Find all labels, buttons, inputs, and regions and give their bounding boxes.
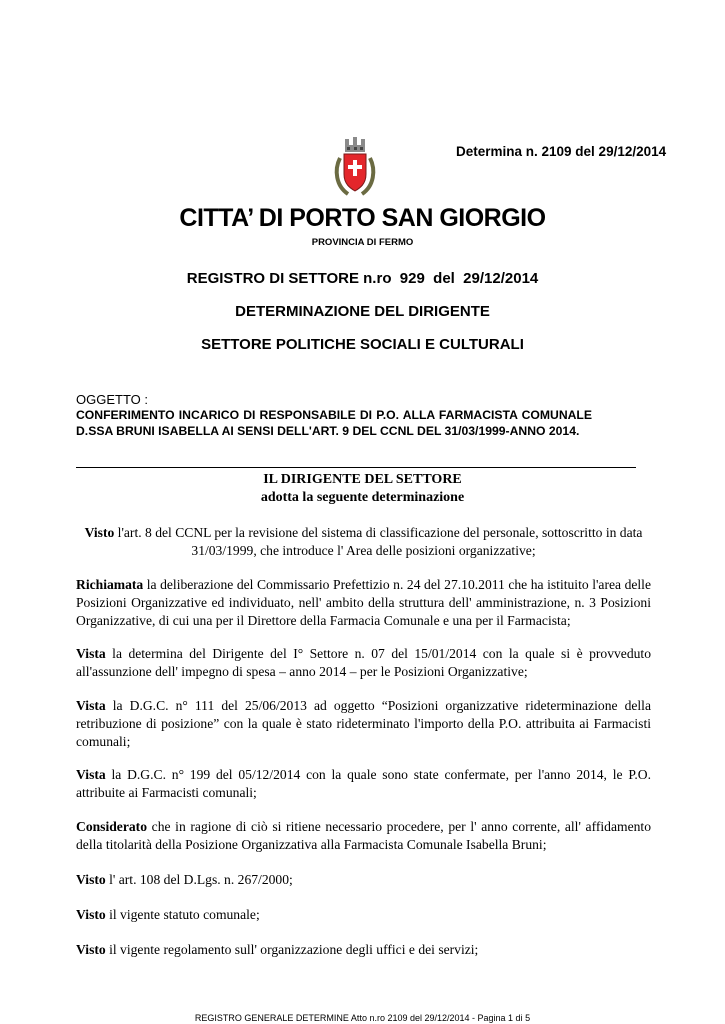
paragraph-text: la D.G.C. n° 199 del 05/12/2014 con la quale sono state confermate, per l'anno 2014, le P.O. attribuite ai Farmacisti comunali;: [76, 767, 651, 800]
paragraph-text: il vigente regolamento sull' organizzazione degli uffici e dei servizi;: [105, 942, 479, 957]
intro-heading: IL DIRIGENTE DEL SETTORE: [263, 472, 462, 487]
subject-label: OGGETTO :: [76, 392, 148, 407]
city-title: CITTA’ DI PORTO SAN GIORGIO: [179, 204, 546, 232]
paragraph-lead: Considerato: [76, 819, 147, 834]
subject-text: CONFERIMENTO INCARICO DI RESPONSABILE DI P.O. ALLA FARMACISTA COMUNALE D.SSA BRUNI ISABELLA AI SENSI DELL'ART. 9 DEL CCNL DEL 31/03/1999-ANNO 2014.: [76, 408, 592, 438]
paragraph-lead: Vista: [76, 767, 106, 782]
paragraph-lead: Visto: [84, 525, 115, 540]
registry-line: REGISTRO DI SETTORE n.ro 929 del 29/12/2014: [186, 270, 539, 287]
paragraph-lead: Visto: [76, 942, 106, 957]
determina-reference: Determina n. 2109 del 29/12/2014: [456, 144, 667, 159]
paragraph-text: l' art. 108 del D.Lgs. n. 267/2000;: [105, 872, 293, 887]
paragraph-text: l'art. 8 del CCNL per la revisione del sistema di classificazione del personale, sottoscritto in data 31/03/1999, che introduce l' Area delle posizioni organizzative;: [114, 525, 643, 558]
intro-subheading: adotta la seguente determinazione: [260, 490, 465, 505]
province-subtitle: PROVINCIA DI FERMO: [311, 237, 414, 248]
paragraph-visto-regolamento: [76, 941, 651, 959]
paragraph-text: il vigente statuto comunale;: [105, 907, 260, 922]
paragraph-richiamata: [76, 576, 651, 630]
coat-of-arms-icon: [332, 136, 378, 200]
paragraph-text: la determina del Dirigente del I° Settore n. 07 del 15/01/2014 con la quale si è provveduto all'assunzione dell' impegno di spesa – anno 2014 – per le Posizioni Organizzative;: [76, 646, 651, 679]
page-footer: REGISTRO GENERALE DETERMINE Atto n.ro 2109 del 29/12/2014 - Pagina 1 di 5: [194, 1013, 531, 1023]
paragraph-vista-determina: [76, 645, 651, 681]
paragraph-visto-tuel: [76, 871, 651, 889]
paragraph-vista-dgc-111: [76, 697, 651, 751]
paragraph-text: la D.G.C. n° 111 del 25/06/2013 ad oggetto “Posizioni organizzative rideterminazione della retribuzione di posizione” con la quale è stato rideterminato l'importo della P.O. attribuita ai Farmacisti comunali;: [76, 698, 651, 749]
determination-title: DETERMINAZIONE DEL DIRIGENTE: [235, 303, 490, 320]
paragraph-lead: Vista: [76, 698, 106, 713]
paragraph-lead: Visto: [76, 872, 106, 887]
sector-title: SETTORE POLITICHE SOCIALI E CULTURALI: [201, 336, 524, 353]
paragraph-lead: Vista: [76, 646, 106, 661]
paragraph-lead: Richiamata: [76, 577, 144, 592]
paragraph-vista-dgc-199: [76, 766, 651, 802]
paragraph-text: la deliberazione del Commissario Prefettizio n. 24 del 27.10.2011 che ha istituito l'area delle Posizioni Organizzative ed individuato, nell' ambito della struttura dell' amministrazione, n. 3 Posizioni Organizzative, di cui una per il Direttore della Farmacia Comunale e una per il Farmacista;: [76, 577, 651, 628]
divider: [76, 467, 636, 468]
paragraph-visto-statuto: [76, 906, 651, 924]
paragraph-considerato: [76, 818, 651, 854]
paragraph-text: che in ragione di ciò si ritiene necessario procedere, per l' anno corrente, all' affidamento della titolarità della Posizione Organizzativa alla Farmacista Comunale Isabella Bruni;: [76, 819, 651, 852]
paragraph-visto-ccnl: [76, 524, 651, 560]
paragraph-lead: Visto: [76, 907, 106, 922]
